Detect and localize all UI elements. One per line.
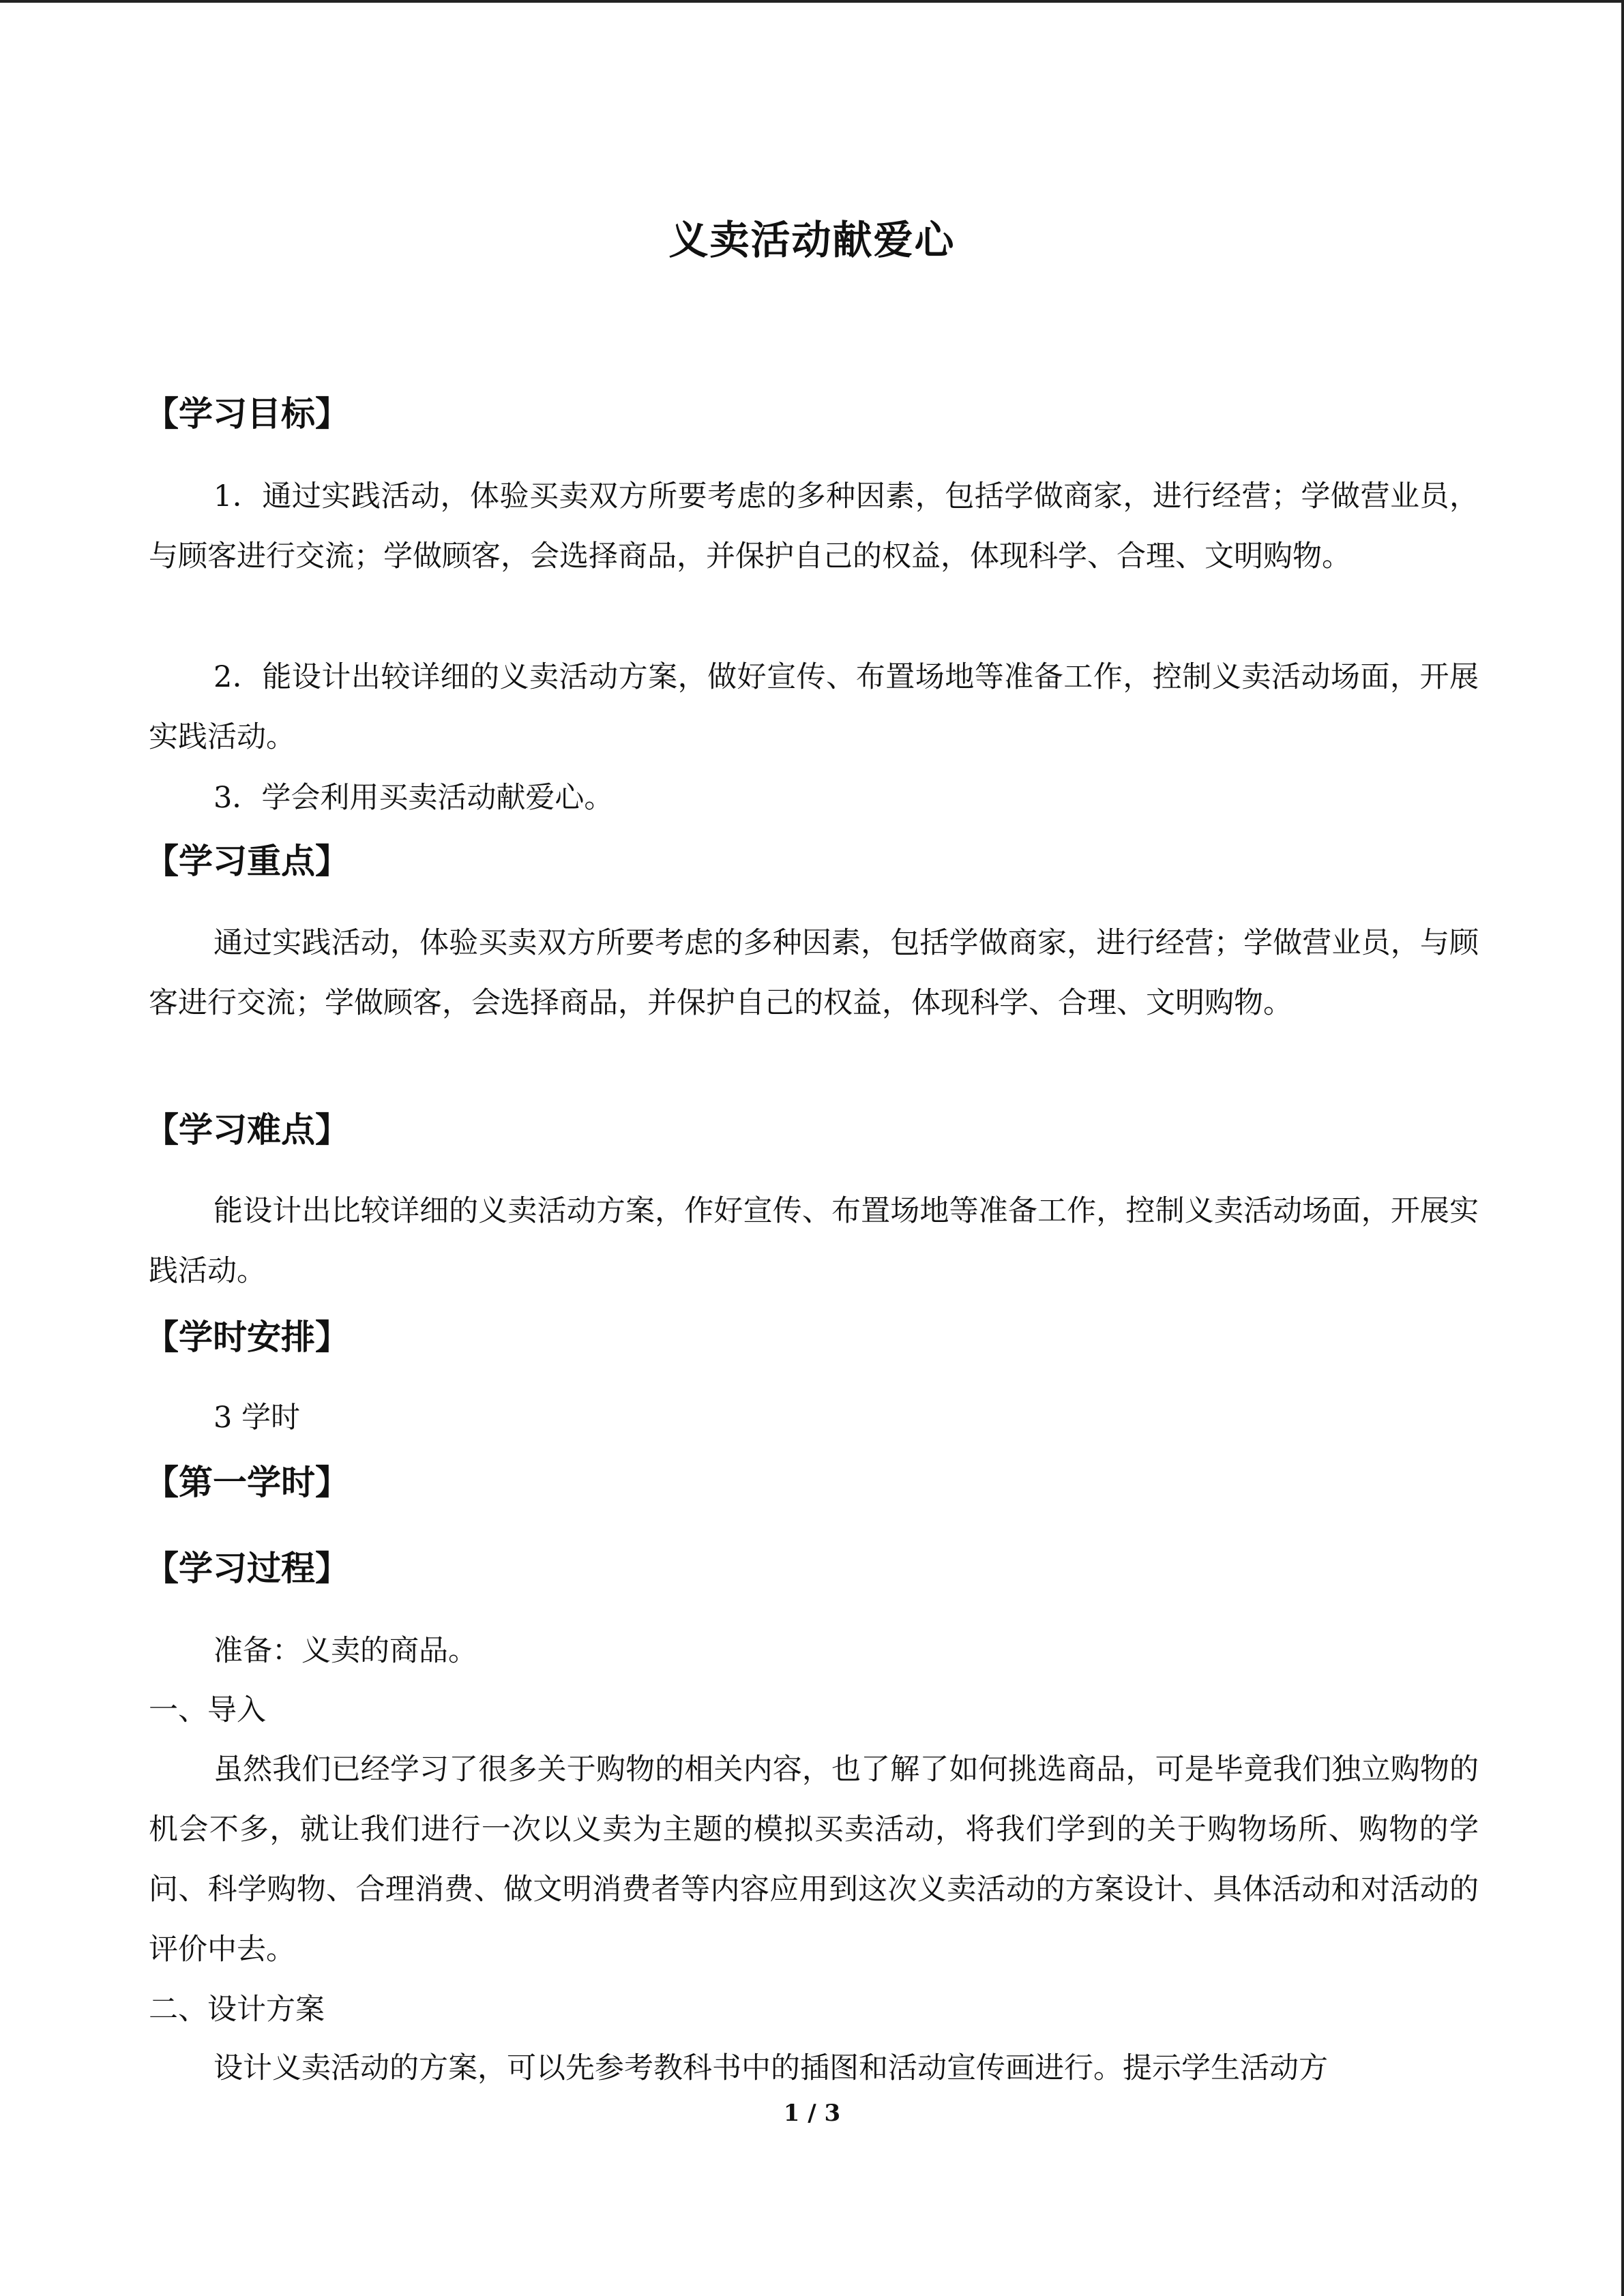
- document-title: 义卖活动献爱心: [668, 217, 956, 263]
- heading-objectives: 【学习目标】: [145, 394, 349, 434]
- heading-schedule: 【学时安排】: [145, 1317, 349, 1357]
- preparation-text: 准备：义卖的商品。: [213, 1634, 477, 1668]
- objective-3: 3．学会利用买卖活动献爱心。: [213, 781, 614, 815]
- page-number: 1 / 3: [783, 2100, 841, 2127]
- schedule-text: 3 学时: [213, 1401, 301, 1435]
- objective-2: 2．能设计出较详细的义卖活动方案，做好宣传、布置场地等准备工作，控制义卖活动场面，开展实践活动。: [149, 660, 1479, 754]
- heading-lesson-1: 【第一学时】: [145, 1463, 349, 1502]
- difficulties-text: 能设计出比较详细的义卖活动方案，作好宣传、布置场地等准备工作，控制义卖活动场面，开展实践活动。: [149, 1194, 1479, 1288]
- heading-key-points: 【学习重点】: [145, 841, 349, 881]
- heading-difficulties: 【学习难点】: [145, 1110, 349, 1150]
- design-heading: 二、设计方案: [149, 1993, 325, 2027]
- design-text: 设计义卖活动的方案，可以先参考教科书中的插图和活动宣传画进行。提示学生活动方: [213, 2051, 1328, 2085]
- heading-process: 【学习过程】: [145, 1549, 349, 1588]
- objective-1: 1．通过实践活动，体验买卖双方所要考虑的多种因素，包括学做商家，进行经营；学做营业员，与顾客进行交流；学做顾客，会选择商品，并保护自己的权益，体现科学、合理、文明购物。: [149, 479, 1479, 573]
- key-points-text: 通过实践活动，体验买卖双方所要考虑的多种因素，包括学做商家，进行经营；学做营业员，与顾客进行交流；学做顾客，会选择商品，并保护自己的权益，体现科学、合理、文明购物。: [149, 926, 1479, 1020]
- intro-text: 虽然我们已经学习了很多关于购物的相关内容，也了解了如何挑选商品，可是毕竟我们独立购物的机会不多，就让我们进行一次以义卖为主题的模拟买卖活动，将我们学到的关于购物场所、购物的学问、科学购物、合理消费、做文明消费者等内容应用到这次义卖活动的方案设计、具体活动和对活动的评价中去。: [149, 1753, 1479, 1967]
- intro-heading: 一、导入: [149, 1693, 266, 1727]
